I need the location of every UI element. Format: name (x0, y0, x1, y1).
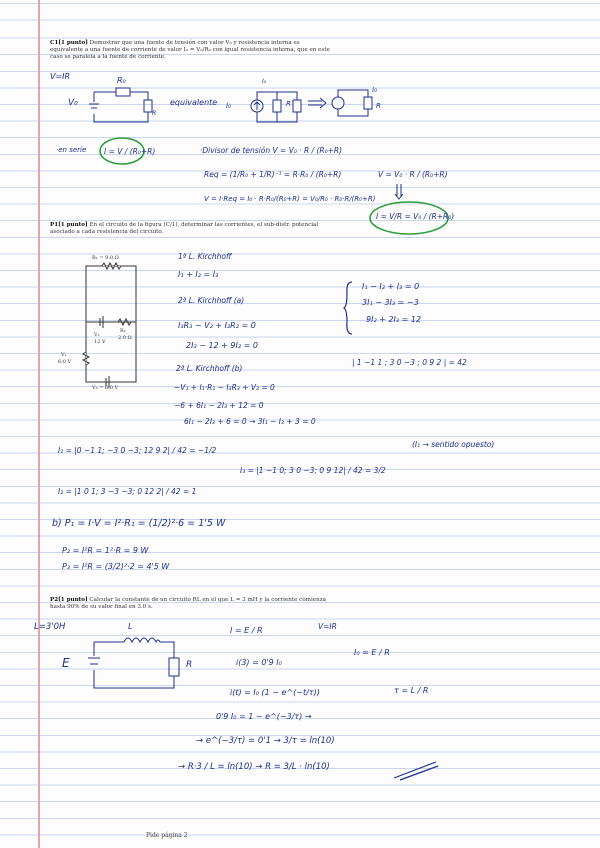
hw-i3: i(3) = 0'9 I₀ (236, 658, 282, 667)
double-arrow-down (394, 184, 404, 200)
circuit-figure (76, 256, 146, 390)
hw-k2b: 2ª L. Kirchhoff (b) (176, 364, 243, 373)
hw-eq2: I₃R₃ − V₂ + I₂R₂ = 0 (178, 321, 256, 330)
hw-r: R (376, 102, 381, 110)
problem-c1-text: Demostrar que una fuente de tensión con valor V₀ y resistencia interna es equivalente a una fuente de corriente de valor I₀ = V₀/R₀ con igual resistencia interna, que en este caso se paralela a la fuente de corriente. (50, 40, 330, 60)
fig-r2-val: 2.0 Ω (118, 335, 132, 341)
hw-p2: P₂ = I²R = 1²·R = 9 W (62, 546, 149, 555)
problem-p1 (50, 222, 332, 236)
hw-eq5: −6 + 6I₁ − 2I₃ + 12 = 0 (174, 401, 264, 410)
hw-equivalente: equivalente (170, 98, 218, 107)
hw-i1: I₀ (372, 86, 377, 94)
hw-vir3: V=IR (318, 622, 337, 631)
equivalent-source-sketch (330, 84, 376, 120)
hw-eq4: −V₁ + I₁·R₁ − I₃R₃ + V₂ = 0 (174, 383, 275, 392)
hw-en-serie: ·en serie (56, 146, 87, 154)
fig-v1: V₁ (61, 352, 67, 358)
hw-l: L (128, 622, 133, 631)
hw-it: i(t) = I₀ (1 − e^(−t/τ)) (230, 688, 320, 697)
fig-r2: R₂ (120, 328, 126, 334)
result-double-underline (392, 760, 438, 780)
hw-eq3: 2I₃ − 12 + 9I₂ = 0 (186, 341, 258, 350)
hw-e1: 0'9 I₀ = 1 − e^(−3/τ) → (216, 712, 312, 721)
hw-v0: V₀ (68, 98, 78, 108)
hw-vzz: V = I·Req = I₀ · R·R₀/(R₀+R) = V₀/R₀ · R₀·R/(R₀+R) (204, 195, 376, 203)
hw-sys2: 3I₁ − 3I₃ = −3 (362, 298, 419, 307)
hw-k2a: 2ª L. Kirchhoff (a) (178, 296, 245, 305)
hw-e: E (62, 656, 70, 670)
hw-e3: → R·3 / L = ln(10) → R = 3/L · ln(10) (178, 762, 330, 772)
fig-r1: R₁ = 9.0 Ω (92, 255, 119, 261)
fig-v1-val: 6.0 V (58, 359, 72, 365)
hw-io: I₀ = E / R (354, 648, 390, 657)
page-footer: Pide página 2 (146, 832, 188, 839)
hw-b1: b) P₁ = I·V = I²·R₁ = (1/2)²·6 = 1'5 W (52, 518, 226, 529)
hw-vir: V=IR (50, 72, 71, 81)
hw-i-er: I = E / R (230, 626, 263, 635)
hw-k1: 1ª L. Kirchhoff (178, 252, 232, 261)
fig-v3: V₃ = 6.0 V (92, 385, 119, 391)
problem-p2 (50, 597, 332, 611)
hw-ig: I₀ (226, 102, 231, 110)
hw-r0: R₀ (117, 76, 126, 85)
hw-ivr: I = V/R = V₀ / (R+R₀) (376, 212, 455, 221)
problem-p2-number: P2[1 punto] (50, 597, 88, 603)
hw-divisor: ·Divisor de tensión V = V₀ · R / (R₀+R) (200, 146, 343, 155)
rl-circuit-sketch (86, 632, 184, 694)
hw-l-result: L=3'0H (34, 622, 66, 632)
problem-c1 (50, 40, 332, 61)
hw-vs: V = V₀ · R / (R₀+R) (378, 170, 448, 179)
hw-sys1: I₁ − I₂ + I₃ = 0 (362, 282, 420, 291)
system-brace (344, 280, 354, 336)
arrow-implies (308, 98, 328, 108)
fig-v2-val: 12 V (94, 339, 106, 345)
hw-rg: R (286, 100, 291, 108)
hw-tau: τ = L / R (394, 686, 429, 695)
hw-i2-calc: I₂ = |1 0 1; 3 −3 −3; 0 12 2| / 42 = 1 (58, 487, 197, 496)
hw-iarrow: I₀ (262, 78, 267, 85)
hw-note: (I₁ → sentido opuesto) (412, 440, 495, 449)
hw-p3: P₃ = I²R = (3/2)²·2 = 4'5 W (62, 562, 170, 571)
problem-c1-number: C1[1 punto] (50, 40, 88, 46)
hw-r-small: R (152, 110, 157, 117)
hw-det: | 1 −1 1 ; 3 0 −3 ; 0 9 2 | = 42 (352, 358, 467, 367)
margin-line (38, 0, 40, 848)
problem-p2-text: Calcular la constante de un circuito RL en el que L = 3 mH y la corriente comienza hasta 90% de su valor final en 3.0 s. (50, 597, 326, 610)
hw-eq6: 6I₁ − 2I₃ + 6 = 0 → 3I₁ − I₃ + 3 = 0 (184, 417, 316, 426)
hw-req: Req = (1/R₀ + 1/R)⁻¹ = R·R₀ / (R₀+R) (204, 170, 342, 179)
hw-i1-calc: I₁ = |0 −1 1; −3 0 −3; 12 9 2| / 42 = −1/2 (58, 446, 217, 455)
problem-p1-number: P1[1 punto] (50, 222, 88, 228)
problem-p1-text: En el circuito de la figura (C/1), determinar las corrientes, el sub-distr. potencial asociado a cada resistencia del circuito. (50, 222, 319, 235)
fig-v2: V₂ (94, 332, 100, 338)
hw-eq1: I₁ + I₂ = I₃ (178, 270, 219, 279)
hw-e2: → e^(−3/τ) = 0'1 → 3/τ = ln(10) (196, 736, 335, 746)
hw-r3: R (186, 660, 193, 670)
hw-i-eq: I = V / (R₀+R) (104, 147, 156, 156)
current-source-sketch (243, 84, 305, 126)
hw-i3-calc: I₃ = |1 −1 0; 3 0 −3; 0 9 12| / 42 = 3/2 (240, 466, 386, 475)
source-circuit-sketch (88, 82, 158, 126)
hw-sys3: 9I₂ + 2I₃ = 12 (366, 315, 422, 324)
